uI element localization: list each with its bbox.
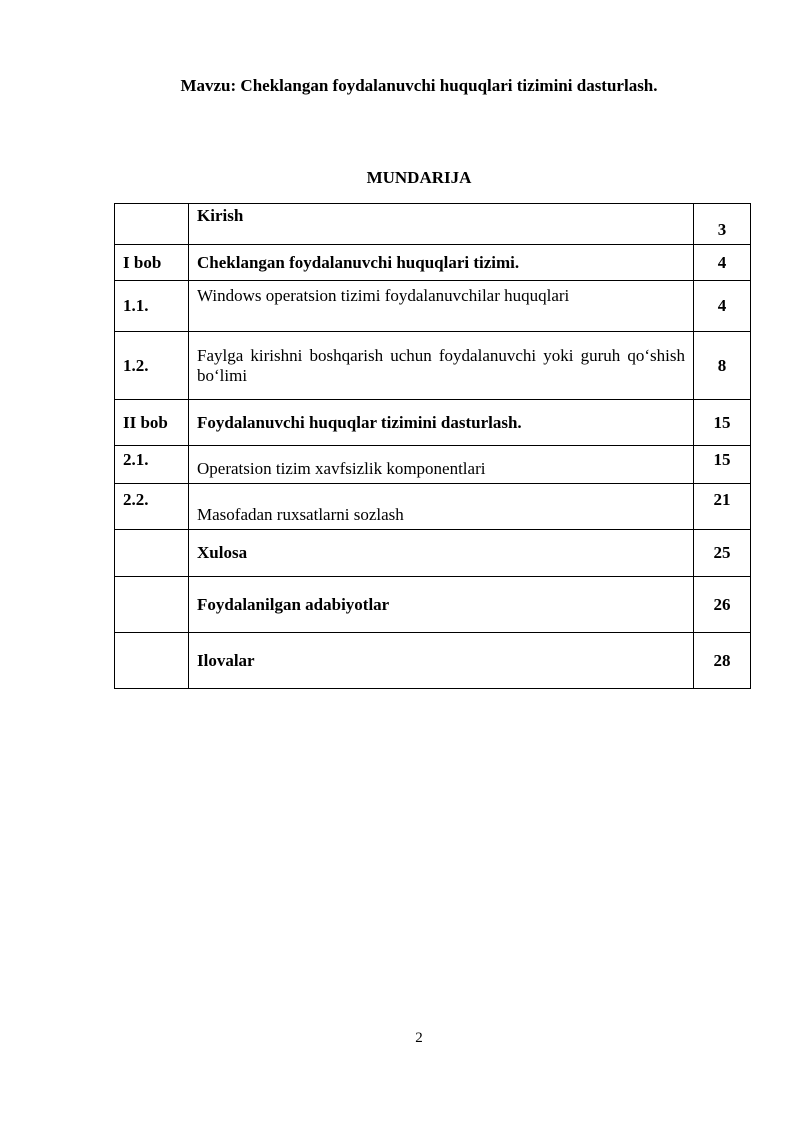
toc-row-page: 15 <box>694 400 751 446</box>
toc-row-title: Xulosa <box>189 530 694 577</box>
toc-row-number: 2.1. <box>115 446 189 484</box>
toc-row <box>115 204 751 245</box>
toc-row <box>115 245 751 281</box>
toc-heading: MUNDARIJA <box>366 168 472 187</box>
toc-row <box>115 484 751 530</box>
toc-row-number <box>115 577 189 633</box>
toc-row-title: Masofadan ruxsatlarni sozlash <box>189 484 694 530</box>
document-topic: Mavzu: Cheklangan foydalanuvchi huquqlari tizimini dasturlash. <box>180 76 658 95</box>
toc-row-page: 26 <box>694 577 751 633</box>
page-number: 2 <box>415 1030 423 1046</box>
toc-row-title: Foydalanuvchi huquqlar tizimini dasturlash. <box>189 400 694 446</box>
toc-row <box>115 446 751 484</box>
toc-row-page: 15 <box>694 446 751 484</box>
table-of-contents <box>114 203 751 689</box>
toc-row <box>115 530 751 577</box>
toc-row-number <box>115 204 189 245</box>
toc-row-title: Windows operatsion tizimi foydalanuvchilar huquqlari <box>189 281 694 332</box>
toc-row-title: Foydalanilgan adabiyotlar <box>189 577 694 633</box>
toc-row-number: 2.2. <box>115 484 189 530</box>
toc-row-page: 21 <box>694 484 751 530</box>
toc-row-page: 4 <box>694 245 751 281</box>
toc-row-number: II bob <box>115 400 189 446</box>
toc-row-page: 8 <box>694 332 751 400</box>
toc-row-number <box>115 530 189 577</box>
toc-row <box>115 281 751 332</box>
toc-row-number: I bob <box>115 245 189 281</box>
toc-row-title: Faylga kirishni boshqarish uchun foydalanuvchi yoki guruh qo‘shish bo‘limi <box>189 332 694 400</box>
toc-row-page: 25 <box>694 530 751 577</box>
toc-row-number: 1.1. <box>115 281 189 332</box>
toc-row-page: 3 <box>694 204 751 245</box>
toc-row-page: 28 <box>694 633 751 689</box>
toc-row <box>115 633 751 689</box>
toc-row-number <box>115 633 189 689</box>
toc-row-number: 1.2. <box>115 332 189 400</box>
toc-row-title: Ilovalar <box>189 633 694 689</box>
toc-row <box>115 400 751 446</box>
toc-row-title: Operatsion tizim xavfsizlik komponentlari <box>189 446 694 484</box>
toc-row-page: 4 <box>694 281 751 332</box>
toc-row-title: Cheklangan foydalanuvchi huquqlari tizimi. <box>189 245 694 281</box>
toc-row <box>115 577 751 633</box>
toc-row-title: Kirish <box>189 204 694 245</box>
toc-row <box>115 332 751 400</box>
